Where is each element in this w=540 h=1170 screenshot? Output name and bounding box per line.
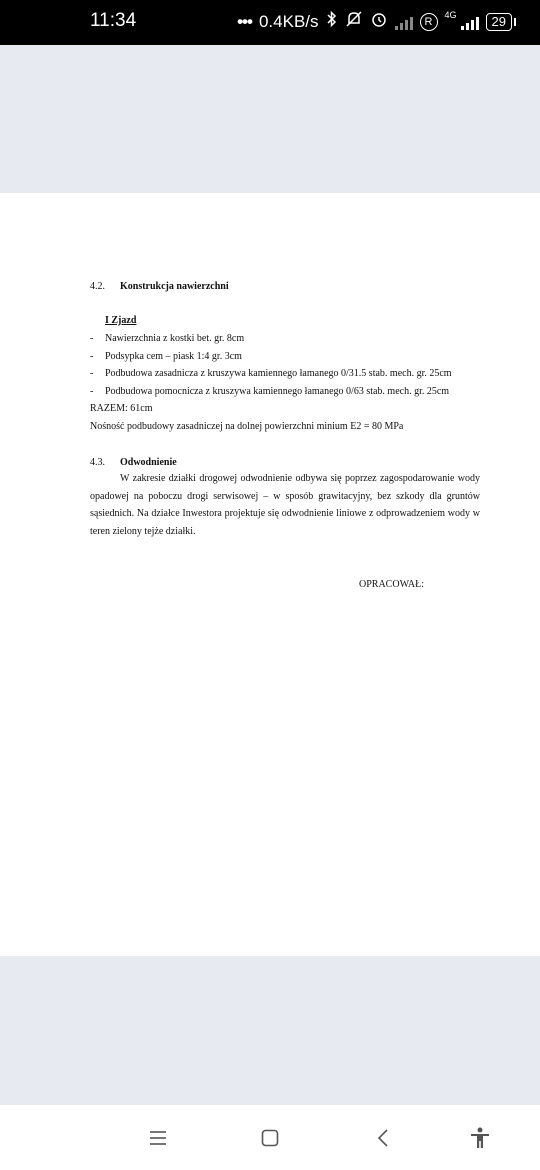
document-page xyxy=(0,193,540,956)
total-thickness: RAZEM: 61cm xyxy=(90,403,153,414)
battery-level: 29 xyxy=(491,13,506,29)
section-number: 4.3. xyxy=(90,457,105,468)
status-bar xyxy=(0,0,540,45)
list-item: - Podbudowa pomocnicza z kruszywa kamiennego łamanego 0/63 stab. mech. gr. 25cm xyxy=(90,386,450,397)
network-type: 4G xyxy=(444,10,457,20)
registered-icon: R xyxy=(420,13,438,31)
battery-icon xyxy=(486,13,512,31)
subsection-title: I Zjazd xyxy=(105,315,137,326)
dots-icon: ••• xyxy=(237,11,252,31)
alarm-icon xyxy=(370,10,388,33)
bearing-capacity: Nośność podbudowy zasadniczej na dolnej powierzchni minium E2 = 80 MPa xyxy=(90,421,404,432)
signature-label: OPRACOWAŁ: xyxy=(359,579,425,590)
net-speed: 0.4KB/s xyxy=(258,11,319,31)
section-title: Odwodnienie xyxy=(120,457,177,468)
accessibility-icon[interactable] xyxy=(465,1123,495,1153)
navigation-bar xyxy=(0,1105,540,1170)
section-number: 4.2. xyxy=(90,281,105,292)
drainage-paragraph: W zakresie działki drogowej odwodnienie odbywa się poprzez zagospodarowanie wody opadowej na poboczu drogi serwisowej – w sposób grawitacyjny, bez szkody dla gruntów sąsiednich. Na działce Inwestora projektuje się odwodnienie liniowe z odprowadzeniem wody w teren zielony tejże działki. xyxy=(90,473,480,538)
list-item: - Podbudowa zasadnicza z kruszywa kamiennego łamanego 0/31.5 stab. mech. gr. 25cm xyxy=(90,368,452,379)
mute-icon xyxy=(345,10,363,33)
status-icons xyxy=(237,10,512,33)
home-icon[interactable] xyxy=(255,1123,285,1153)
menu-icon[interactable] xyxy=(143,1123,173,1153)
signal-4g-icon xyxy=(461,14,479,30)
back-icon[interactable] xyxy=(368,1123,398,1153)
list-item: - Podsypka cem – piask 1:4 gr. 3cm xyxy=(90,351,242,362)
signal-icon xyxy=(395,14,413,30)
bluetooth-icon xyxy=(326,10,338,33)
status-time: 11:34 xyxy=(90,10,137,31)
list-item: - Nawierzchnia z kostki bet. gr. 8cm xyxy=(90,333,245,344)
section-title: Konstrukcja nawierzchni xyxy=(120,281,229,292)
